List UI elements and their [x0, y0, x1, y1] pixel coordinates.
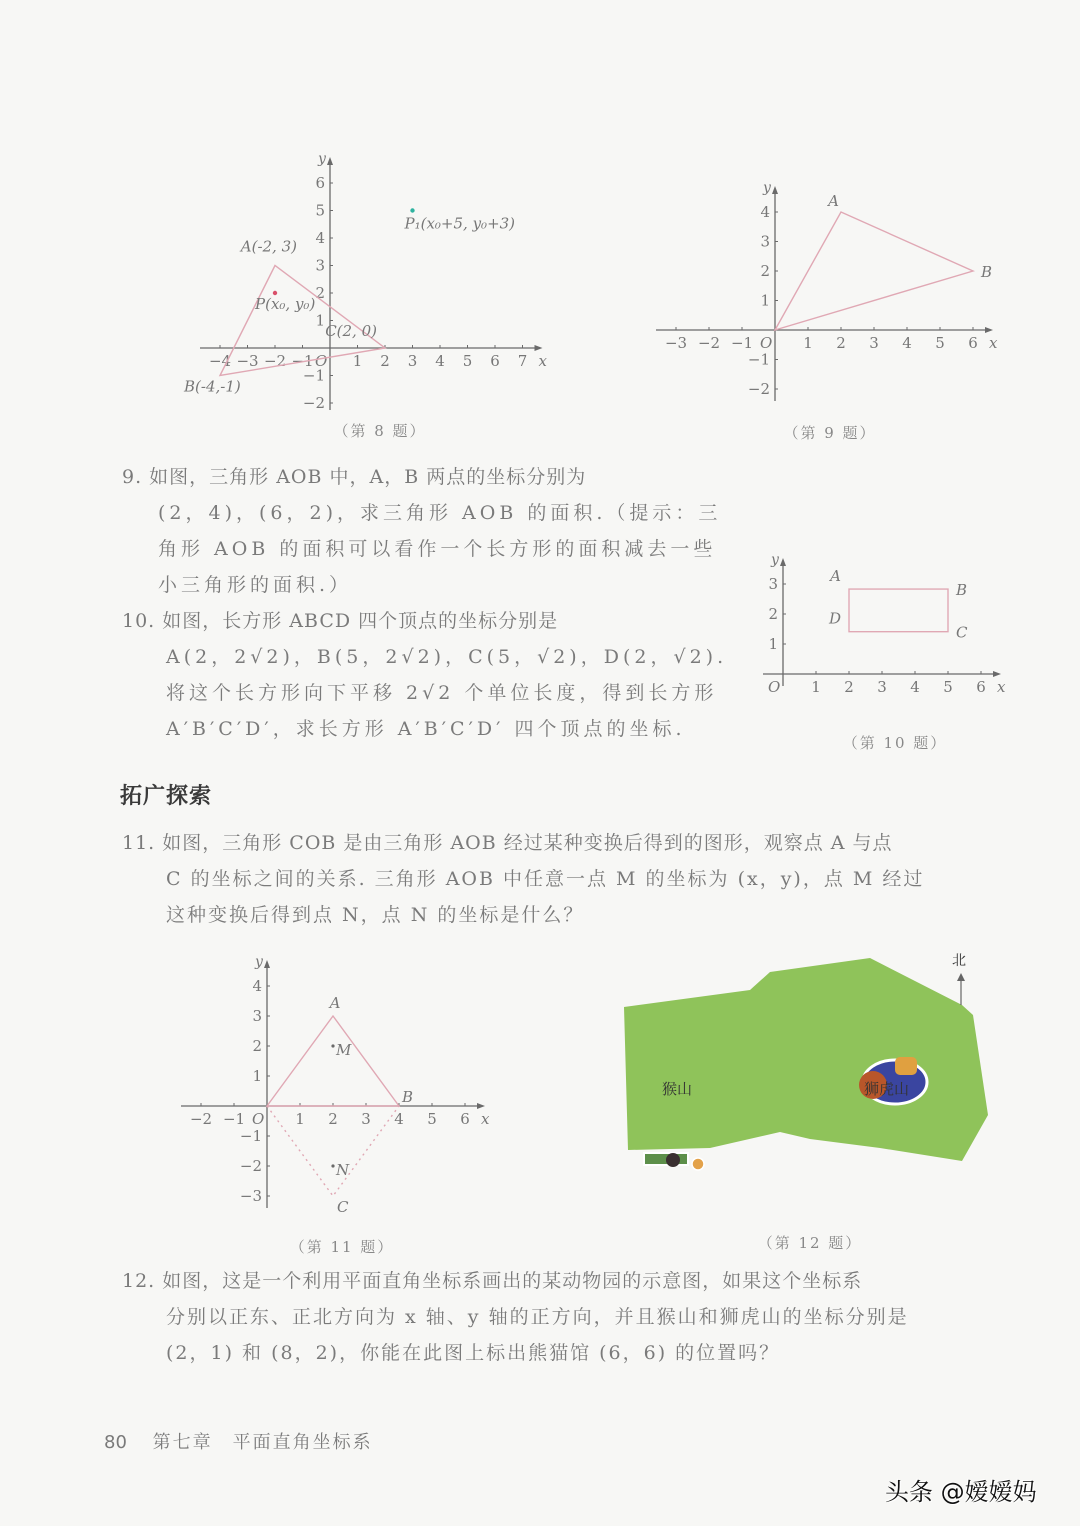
- question-11-line-1: 11. 如图，三角形 COB 是由三角形 AOB 经过某种变换后得到的图形，观察点 A 与点: [122, 832, 893, 854]
- svg-text:3: 3: [315, 256, 325, 275]
- svg-text:O: O: [252, 1110, 265, 1128]
- svg-text:5: 5: [935, 334, 945, 352]
- svg-text:6: 6: [968, 334, 978, 352]
- svg-text:−2: −2: [302, 394, 325, 410]
- svg-text:D: D: [828, 609, 841, 628]
- svg-text:5: 5: [462, 352, 473, 370]
- north-arrow-icon: [957, 973, 965, 1005]
- question-9-line-4: 小三角形的面积.）: [158, 574, 353, 596]
- svg-text:1: 1: [352, 352, 363, 370]
- coordinate-plot-10: [755, 535, 1045, 710]
- question-12: [122, 1263, 1052, 1371]
- svg-text:A: A: [830, 567, 841, 586]
- figure-11-caption: （第 11 题）: [289, 1238, 395, 1256]
- svg-text:3: 3: [361, 1110, 371, 1128]
- figure-10: [755, 535, 1045, 710]
- svg-text:1: 1: [252, 1067, 262, 1085]
- svg-text:−3: −3: [239, 1187, 262, 1205]
- svg-text:P₁(x₀+5, y₀+3): P₁(x₀+5, y₀+3): [404, 214, 516, 233]
- question-12-line-3: (2，1) 和 (8，2)，你能在此图上标出熊猫馆 (6，6) 的位置吗？: [166, 1342, 781, 1364]
- svg-text:B: B: [402, 1088, 414, 1106]
- figure-10-caption: （第 10 题）: [842, 734, 948, 752]
- svg-text:C(2, 0): C(2, 0): [325, 322, 377, 340]
- svg-text:−4: −4: [208, 352, 232, 370]
- svg-text:1: 1: [295, 1110, 305, 1128]
- svg-text:1: 1: [768, 635, 778, 653]
- svg-text:3: 3: [760, 232, 770, 251]
- svg-text:1: 1: [803, 334, 813, 352]
- question-10-line-3: 将这个长方形向下平移 2√2 个单位长度，得到长方形: [166, 682, 718, 704]
- svg-text:2: 2: [844, 678, 854, 696]
- svg-text:−2: −2: [239, 1157, 262, 1175]
- svg-text:3: 3: [768, 575, 778, 593]
- question-10: [122, 603, 762, 747]
- svg-text:y: y: [763, 180, 771, 196]
- question-11-line-2: C 的坐标之间的关系. 三角形 AOB 中任意一点 M 的坐标为 (x，y)，点 M 经过: [166, 868, 925, 890]
- svg-text:B(-4,-1): B(-4,-1): [184, 377, 241, 396]
- svg-text:x: x: [997, 678, 1006, 696]
- figure-9: [630, 175, 1030, 405]
- svg-text:3: 3: [869, 334, 879, 352]
- svg-text:3: 3: [877, 678, 887, 696]
- svg-text:x: x: [538, 352, 547, 370]
- figure-12-map: [610, 945, 1010, 1215]
- monkey-mountain-icon: [644, 1153, 704, 1170]
- coordinate-plot-8: [180, 140, 600, 410]
- svg-text:O: O: [760, 334, 773, 352]
- svg-text:−1: −1: [291, 352, 314, 370]
- svg-text:7: 7: [517, 352, 528, 370]
- coordinate-plot-9: [630, 175, 1030, 405]
- svg-text:y: y: [771, 552, 779, 568]
- svg-text:5: 5: [943, 678, 953, 696]
- question-9: [122, 459, 762, 603]
- question-10-line-1: 10. 如图，长方形 ABCD 四个顶点的坐标分别是: [122, 610, 559, 632]
- svg-text:4: 4: [435, 352, 445, 370]
- svg-text:3: 3: [252, 1007, 262, 1025]
- svg-text:2: 2: [252, 1037, 262, 1055]
- svg-text:−2: −2: [189, 1110, 213, 1128]
- svg-text:1: 1: [811, 678, 821, 696]
- svg-text:2: 2: [380, 352, 390, 370]
- chapter-title: 第七章 平面直角坐标系: [152, 1432, 373, 1453]
- svg-text:4: 4: [394, 1110, 404, 1128]
- svg-text:4: 4: [315, 229, 325, 247]
- svg-text:−2: −2: [747, 380, 770, 398]
- question-9-line-1: 9. 如图，三角形 AOB 中，A，B 两点的坐标分别为: [122, 466, 587, 488]
- svg-text:2: 2: [328, 1110, 338, 1128]
- svg-text:−3: −3: [236, 352, 259, 370]
- svg-text:5: 5: [315, 201, 325, 220]
- figure-8: [180, 140, 600, 410]
- svg-text:y: y: [318, 151, 326, 167]
- svg-text:−3: −3: [664, 334, 688, 352]
- svg-text:−1: −1: [239, 1127, 262, 1145]
- svg-text:C: C: [956, 623, 968, 642]
- question-12-line-2: 分别以正东、正北方向为 x 轴、y 轴的正方向，并且猴山和狮虎山的坐标分别是: [166, 1306, 909, 1328]
- question-11: [122, 825, 1052, 933]
- svg-text:4: 4: [910, 678, 920, 696]
- svg-text:−1: −1: [730, 334, 754, 352]
- lion-tiger-mountain-label: 狮虎山: [864, 1080, 910, 1098]
- svg-text:−2: −2: [697, 334, 721, 352]
- svg-text:−1: −1: [747, 350, 770, 369]
- svg-text:A: A: [329, 994, 341, 1012]
- north-label: 北: [952, 953, 966, 969]
- page-number: 80: [104, 1432, 127, 1453]
- svg-text:P(x₀, y₀): P(x₀, y₀): [255, 295, 316, 313]
- figure-11: [175, 950, 505, 1215]
- svg-text:B: B: [981, 263, 993, 281]
- section-title: 拓广探索: [120, 784, 213, 809]
- page-footer: [104, 1428, 373, 1454]
- watermark: 头条 @嫒嫒妈: [885, 1478, 1037, 1506]
- svg-text:5: 5: [427, 1110, 437, 1128]
- question-10-line-2: A(2，2√2)，B(5，2√2)，C(5，√2)，D(2，√2).: [166, 646, 728, 668]
- svg-text:1: 1: [315, 311, 325, 330]
- svg-text:3: 3: [407, 352, 418, 370]
- svg-text:O: O: [315, 352, 328, 370]
- svg-text:4: 4: [902, 334, 912, 352]
- svg-text:y: y: [255, 954, 263, 970]
- svg-text:A(-2, 3): A(-2, 3): [240, 237, 297, 256]
- svg-text:1: 1: [760, 291, 770, 310]
- svg-text:N: N: [336, 1161, 350, 1179]
- svg-text:x: x: [989, 334, 998, 352]
- svg-text:2: 2: [315, 284, 325, 302]
- coordinate-plot-11: [175, 950, 505, 1215]
- svg-text:2: 2: [836, 334, 846, 352]
- question-9-line-2: (2，4)，(6，2)，求三角形 AOB 的面积.（提示：三: [158, 502, 722, 524]
- svg-text:C: C: [337, 1198, 349, 1215]
- figure-8-caption: （第 8 题）: [333, 422, 427, 440]
- svg-text:A: A: [828, 192, 839, 210]
- svg-text:6: 6: [490, 352, 500, 370]
- svg-text:x: x: [481, 1110, 490, 1128]
- svg-text:4: 4: [760, 203, 770, 221]
- svg-text:O: O: [768, 678, 781, 696]
- monkey-mountain-label: 猴山: [662, 1080, 693, 1098]
- svg-text:−1: −1: [302, 366, 325, 385]
- figure-9-caption: （第 9 题）: [783, 424, 877, 442]
- question-10-line-4: A′B′C′D′，求长方形 A′B′C′D′ 四个顶点的坐标.: [166, 718, 686, 740]
- svg-text:4: 4: [252, 977, 262, 995]
- svg-text:6: 6: [460, 1110, 470, 1128]
- question-11-line-3: 这种变换后得到点 N，点 N 的坐标是什么？: [166, 904, 585, 926]
- figure-12-caption: （第 12 题）: [757, 1234, 863, 1252]
- svg-text:6: 6: [976, 678, 986, 696]
- svg-text:6: 6: [315, 174, 325, 192]
- svg-text:M: M: [336, 1041, 352, 1059]
- svg-text:2: 2: [760, 262, 770, 280]
- svg-text:2: 2: [768, 605, 778, 623]
- question-12-line-1: 12. 如图，这是一个利用平面直角坐标系画出的某动物园的示意图，如果这个坐标系: [122, 1270, 863, 1292]
- svg-text:−1: −1: [222, 1110, 246, 1128]
- svg-text:−2: −2: [263, 352, 287, 370]
- question-9-line-3: 角形 AOB 的面积可以看作一个长方形的面积减去一些: [158, 538, 717, 560]
- svg-text:B: B: [956, 581, 968, 600]
